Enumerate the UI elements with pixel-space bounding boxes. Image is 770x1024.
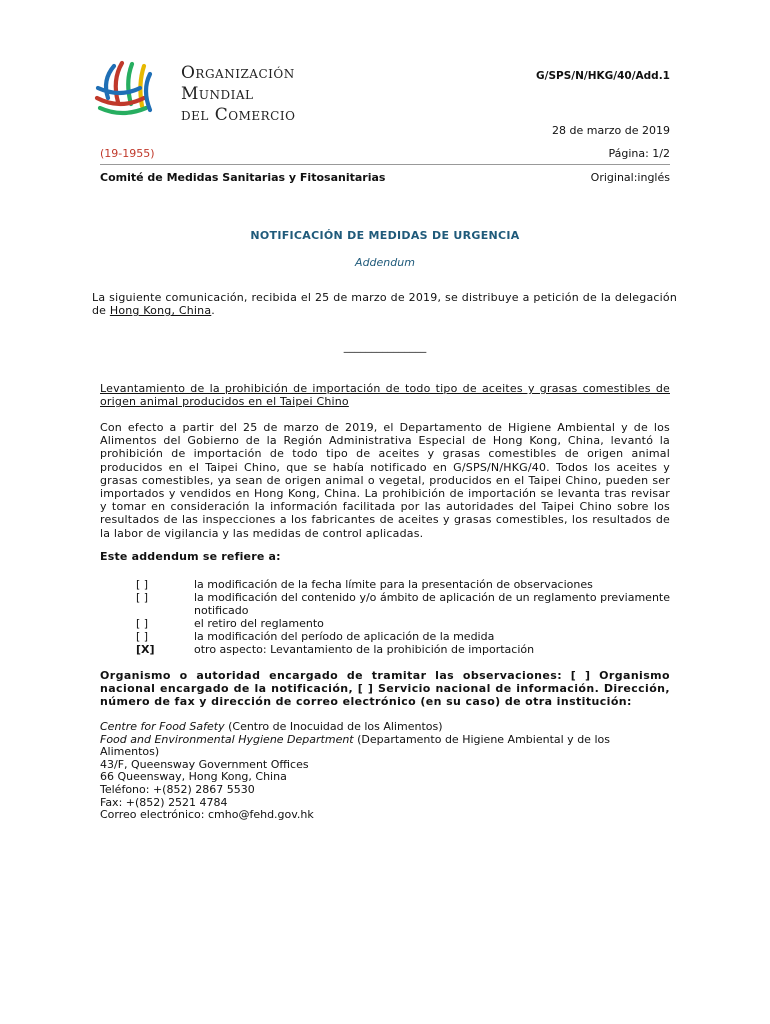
- original-language: Original:inglés: [590, 171, 670, 184]
- item-text-2: la modificación del contenido y/o ámbito de aplicación de un reglamento previamente notificado: [194, 591, 670, 617]
- org-name-line-2: Mundial: [181, 84, 254, 104]
- page-indicator: Página: 1/2: [608, 147, 670, 160]
- item-text-4: la modificación del período de aplicación de la medida: [194, 630, 495, 643]
- contact-agency-translation: (Centro de Inocuidad de los Alimentos): [224, 720, 443, 733]
- delegation-link[interactable]: Hong Kong, China: [109, 304, 212, 318]
- checkbox-3[interactable]: [ ]: [136, 617, 149, 630]
- authority-heading: Organismo o autoridad encargado de tramitar las observaciones: [ ] Organismo nacional encargado de la notificación, [ ] Servicio nacional de información. Dirección, número de fax y dirección de correo electrónico (en su caso) de otra institución:: [100, 669, 670, 709]
- contact-fax: Fax: +(852) 2521 4784: [100, 795, 228, 809]
- contact-agency: Centre for Food Safety: [100, 720, 225, 733]
- checkbox-5[interactable]: [X]: [136, 643, 155, 656]
- intro-paragraph: [92, 291, 677, 317]
- measure-title: Levantamiento de la prohibición de importación de todo tipo de aceites y grasas comestibles de origen animal producidos en el Taipei Chino: [100, 382, 670, 409]
- addendum-heading: Este addendum se refiere a:: [100, 550, 281, 563]
- contact-department-cont: Alimentos): [100, 745, 160, 759]
- item-text-3: el retiro del reglamento: [194, 617, 324, 630]
- page-title: NOTIFICACIÓN DE MEDIDAS DE URGENCIA: [250, 229, 520, 242]
- contact-block: [100, 721, 610, 822]
- contact-address-1: 43/F, Queensway Government Offices: [100, 757, 309, 771]
- page-subtitle: Addendum: [355, 256, 415, 269]
- organization-name: [181, 63, 295, 126]
- checkbox-4[interactable]: [ ]: [136, 630, 149, 643]
- contact-department-translation: (Departamento de Higiene Ambiental y de los: [353, 732, 610, 746]
- contact-email[interactable]: Correo electrónico: cmho@fehd.gov.hk: [100, 808, 314, 822]
- org-name-line-1: Organización: [181, 63, 295, 83]
- header-divider: [100, 164, 670, 165]
- org-name-line-3: del Comercio: [181, 105, 296, 125]
- item-text-5: otro aspecto: Levantamiento de la prohibición de importación: [194, 643, 535, 656]
- contact-department: Food and Environmental Hygiene Department: [100, 732, 354, 746]
- checkbox-2[interactable]: [ ]: [136, 591, 149, 604]
- measure-body: Con efecto a partir del 25 de marzo de 2019, el Departamento de Higiene Ambiental y de los Alimentos del Gobierno de la Región Administrativa Especial de Hong Kong, China, levantó la prohibición de importación de todo tipo de aceites y grasas comestibles de origen animal producidos en el Taipei Chino, que se había notificado en G/SPS/N/HKG/40. Todos los aceites y grasas comestibles, ya sean de origen animal o vegetal, producidos en el Taipei Chino, pueden ser importados y vendidos en Hong Kong, China. La prohibición de importación se levanta tras revisar y tomar en consideración la información facilitada por las autoridades del Taipei Chino sobre los resultados de las inspecciones a los fabricantes de aceites y grasas comestibles, los resultados de la labor de vigilancia y las medidas de control aplicadas.: [100, 421, 670, 540]
- document-date: 28 de marzo de 2019: [552, 124, 670, 137]
- checkbox-1[interactable]: [ ]: [136, 578, 149, 591]
- intro-end: .: [211, 304, 215, 318]
- document-code: (19-1955): [100, 147, 155, 160]
- contact-phone: Teléfono: +(852) 2867 5530: [100, 782, 255, 796]
- wto-logo-icon: [92, 58, 172, 120]
- item-text-1: la modificación de la fecha límite para la presentación de observaciones: [194, 578, 593, 591]
- contact-address-2: 66 Queensway, Hong Kong, China: [100, 770, 287, 784]
- intro-text: La siguiente comunicación, recibida el 25 de marzo de 2019, se distribuye a petición de la delegación de: [92, 291, 677, 318]
- separator: _______________: [343, 340, 427, 353]
- document-symbol: G/SPS/N/HKG/40/Add.1: [535, 70, 670, 82]
- committee-name: Comité de Medidas Sanitarias y Fitosanitarias: [100, 171, 386, 184]
